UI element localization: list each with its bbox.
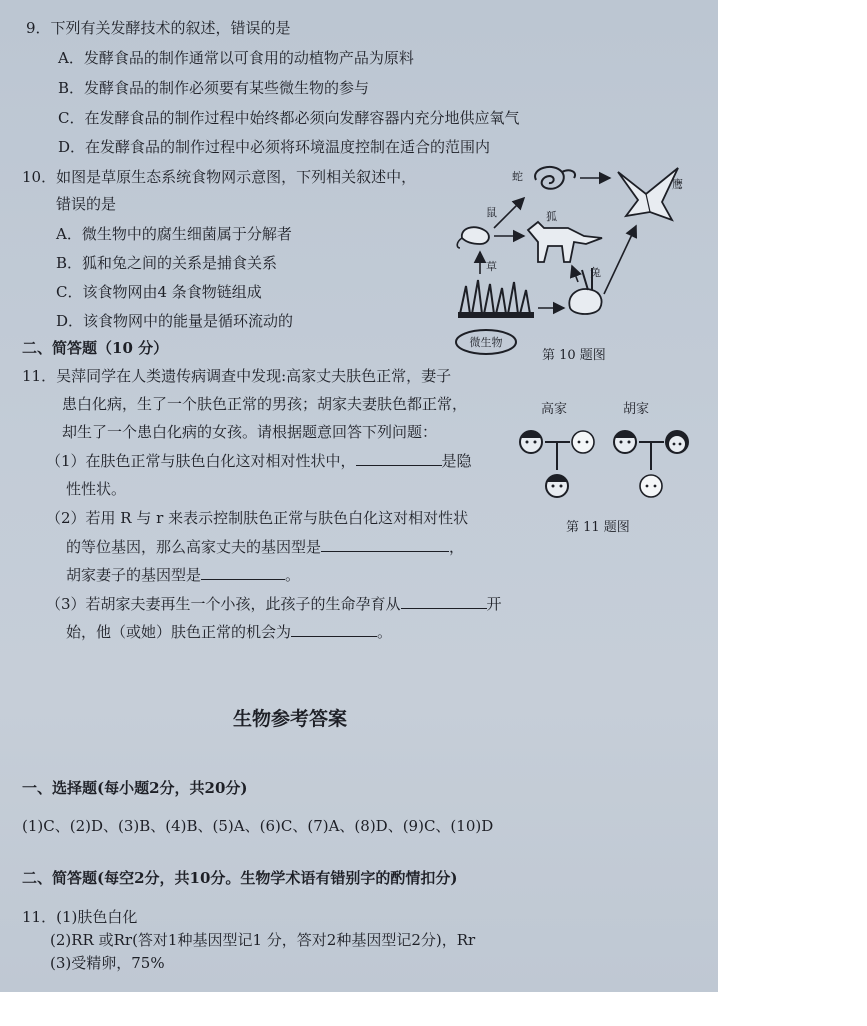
q9-option-d: D．在发酵食品的制作过程中必须将环境温度控制在适合的范围内 [58,138,491,156]
answer-blank-1[interactable] [356,451,442,466]
grass-icon [458,280,534,318]
q11-part2-line2 [66,537,464,557]
q9-stem: 9．下列有关发酵技术的叙述，错误的是 [26,19,291,37]
gao-son-face-icon [546,475,568,498]
q11-stem-line1: 11．吴萍同学在人类遗传病调查中发现:高家丈夫肤色正常，妻子 [22,367,452,385]
q11-stem-line2: 患白化病，生了一个肤色正常的男孩；胡家夫妻肤色都正常， [62,395,468,413]
answer-blank-5[interactable] [291,622,377,637]
hu-daughter-face-icon [640,475,662,497]
q11-part1-text-b: 是隐 [441,452,472,470]
answers-title: 生物参考答案 [233,708,348,730]
pedigree-figure [515,420,695,512]
q11-part1-text-a: （1）在肤色正常与肤色白化这对相对性状中， [46,452,356,470]
q9-option-c: C．在发酵食品的制作过程中始终都必须向发酵容器内充分地供应氧气 [58,109,520,127]
q11-part2-text-b: 的等位基因，那么高家丈夫的基因型是 [66,538,322,556]
snake-label: 蛇 [512,170,523,183]
answers-q11-line1: 11．(1)肤色白化 [22,908,138,926]
answers-q11-line2: (2)RR 或Rr(答对1种基因型记1 分，答对2种基因型记2分)，Rr [50,931,476,949]
q11-part3-text-b: 开 [486,595,502,613]
q10-option-c: C．该食物网由4 条食物链组成 [56,283,262,301]
q9-option-a: A．发酵食品的制作通常以可食用的动植物产品为原料 [58,49,414,67]
q10-option-b: B．狐和兔之间的关系是捕食关系 [56,254,278,272]
q11-part2-text-d: 胡家妻子的基因型是 [66,566,202,584]
rabbit-label: 兔 [590,266,601,279]
mouse-label: 鼠 [486,206,497,219]
snake-icon [535,167,575,189]
q11-part2-text-e: 。 [285,566,301,584]
answer-blank-4[interactable] [401,594,487,609]
q11-part3-text-c: 始，他（或她）肤色正常的机会为 [66,623,292,641]
fox-label: 狐 [546,210,557,223]
q11-part1-cont: 性性状。 [66,480,127,498]
q9-option-b: B．发酵食品的制作必须要有某些微生物的参与 [58,79,370,97]
answers-section1-list: (1)C、(2)D、(3)B、(4)B、(5)A、(6)C、(7)A、(8)D、(9)C、(10)D [22,817,494,835]
mouse-icon [457,227,489,248]
arrow-rabbit-fox [572,266,578,282]
q10-stem-line2: 错误的是 [56,195,117,213]
q11-part2-line1: （2）若用 R 与 r 来表示控制肤色正常与肤色白化这对相对性状 [46,509,469,527]
gao-husband-face-icon [520,431,542,454]
q11-part3-text-d: 。 [377,623,393,641]
answer-blank-2[interactable] [321,537,449,552]
food-web-figure [450,158,700,363]
gao-wife-face-icon [572,431,594,453]
hawk-icon [618,168,678,220]
q10-stem-line1: 10．如图是草原生态系统食物网示意图，下列相关叙述中， [22,168,417,186]
answers-q11-line3: (3)受精卵，75% [50,954,165,972]
arrow-mouse-snake [494,198,524,228]
family2-label: 胡家 [623,402,650,417]
grass-label: 草 [486,260,497,273]
q11-stem-line3: 却生了一个患白化病的女孩。请根据题意回答下列问题： [62,423,438,441]
arrow-rabbit-hawk [604,226,636,294]
answers-section1-heading: 一、选择题(每小题2分，共20分) [22,779,248,797]
answers-section2-heading: 二、简答题(每空2分，共10分。生物学术语有错别字的酌情扣分) [22,869,458,887]
q10-option-a: A．微生物中的腐生细菌属于分解者 [56,225,292,243]
figure11-caption: 第 11 题图 [566,520,630,535]
q11-part3-line2 [66,622,392,642]
microbe-label: 微生物 [469,336,503,349]
family1-label: 高家 [541,402,568,417]
hu-wife-face-icon [665,430,689,454]
pedigree-diagram [515,420,695,512]
hu-husband-face-icon [614,431,636,454]
section2-heading: 二、简答题（10 分） [22,339,169,357]
figure10-caption: 第 10 题图 [542,348,606,363]
q11-part1 [46,451,472,471]
answer-blank-3[interactable] [201,565,285,580]
q11-part3-text-a: （3）若胡家夫妻再生一个小孩，此孩子的生命孕育从 [46,595,401,613]
q10-option-d: D．该食物网中的能量是循环流动的 [56,312,294,330]
hawk-label: 鹰 [672,178,683,191]
food-web-diagram [450,158,700,363]
fox-icon [528,222,602,262]
q11-part3-line1 [46,594,502,614]
q11-part2-line3 [66,565,300,585]
q11-part2-text-c: ， [449,538,465,556]
